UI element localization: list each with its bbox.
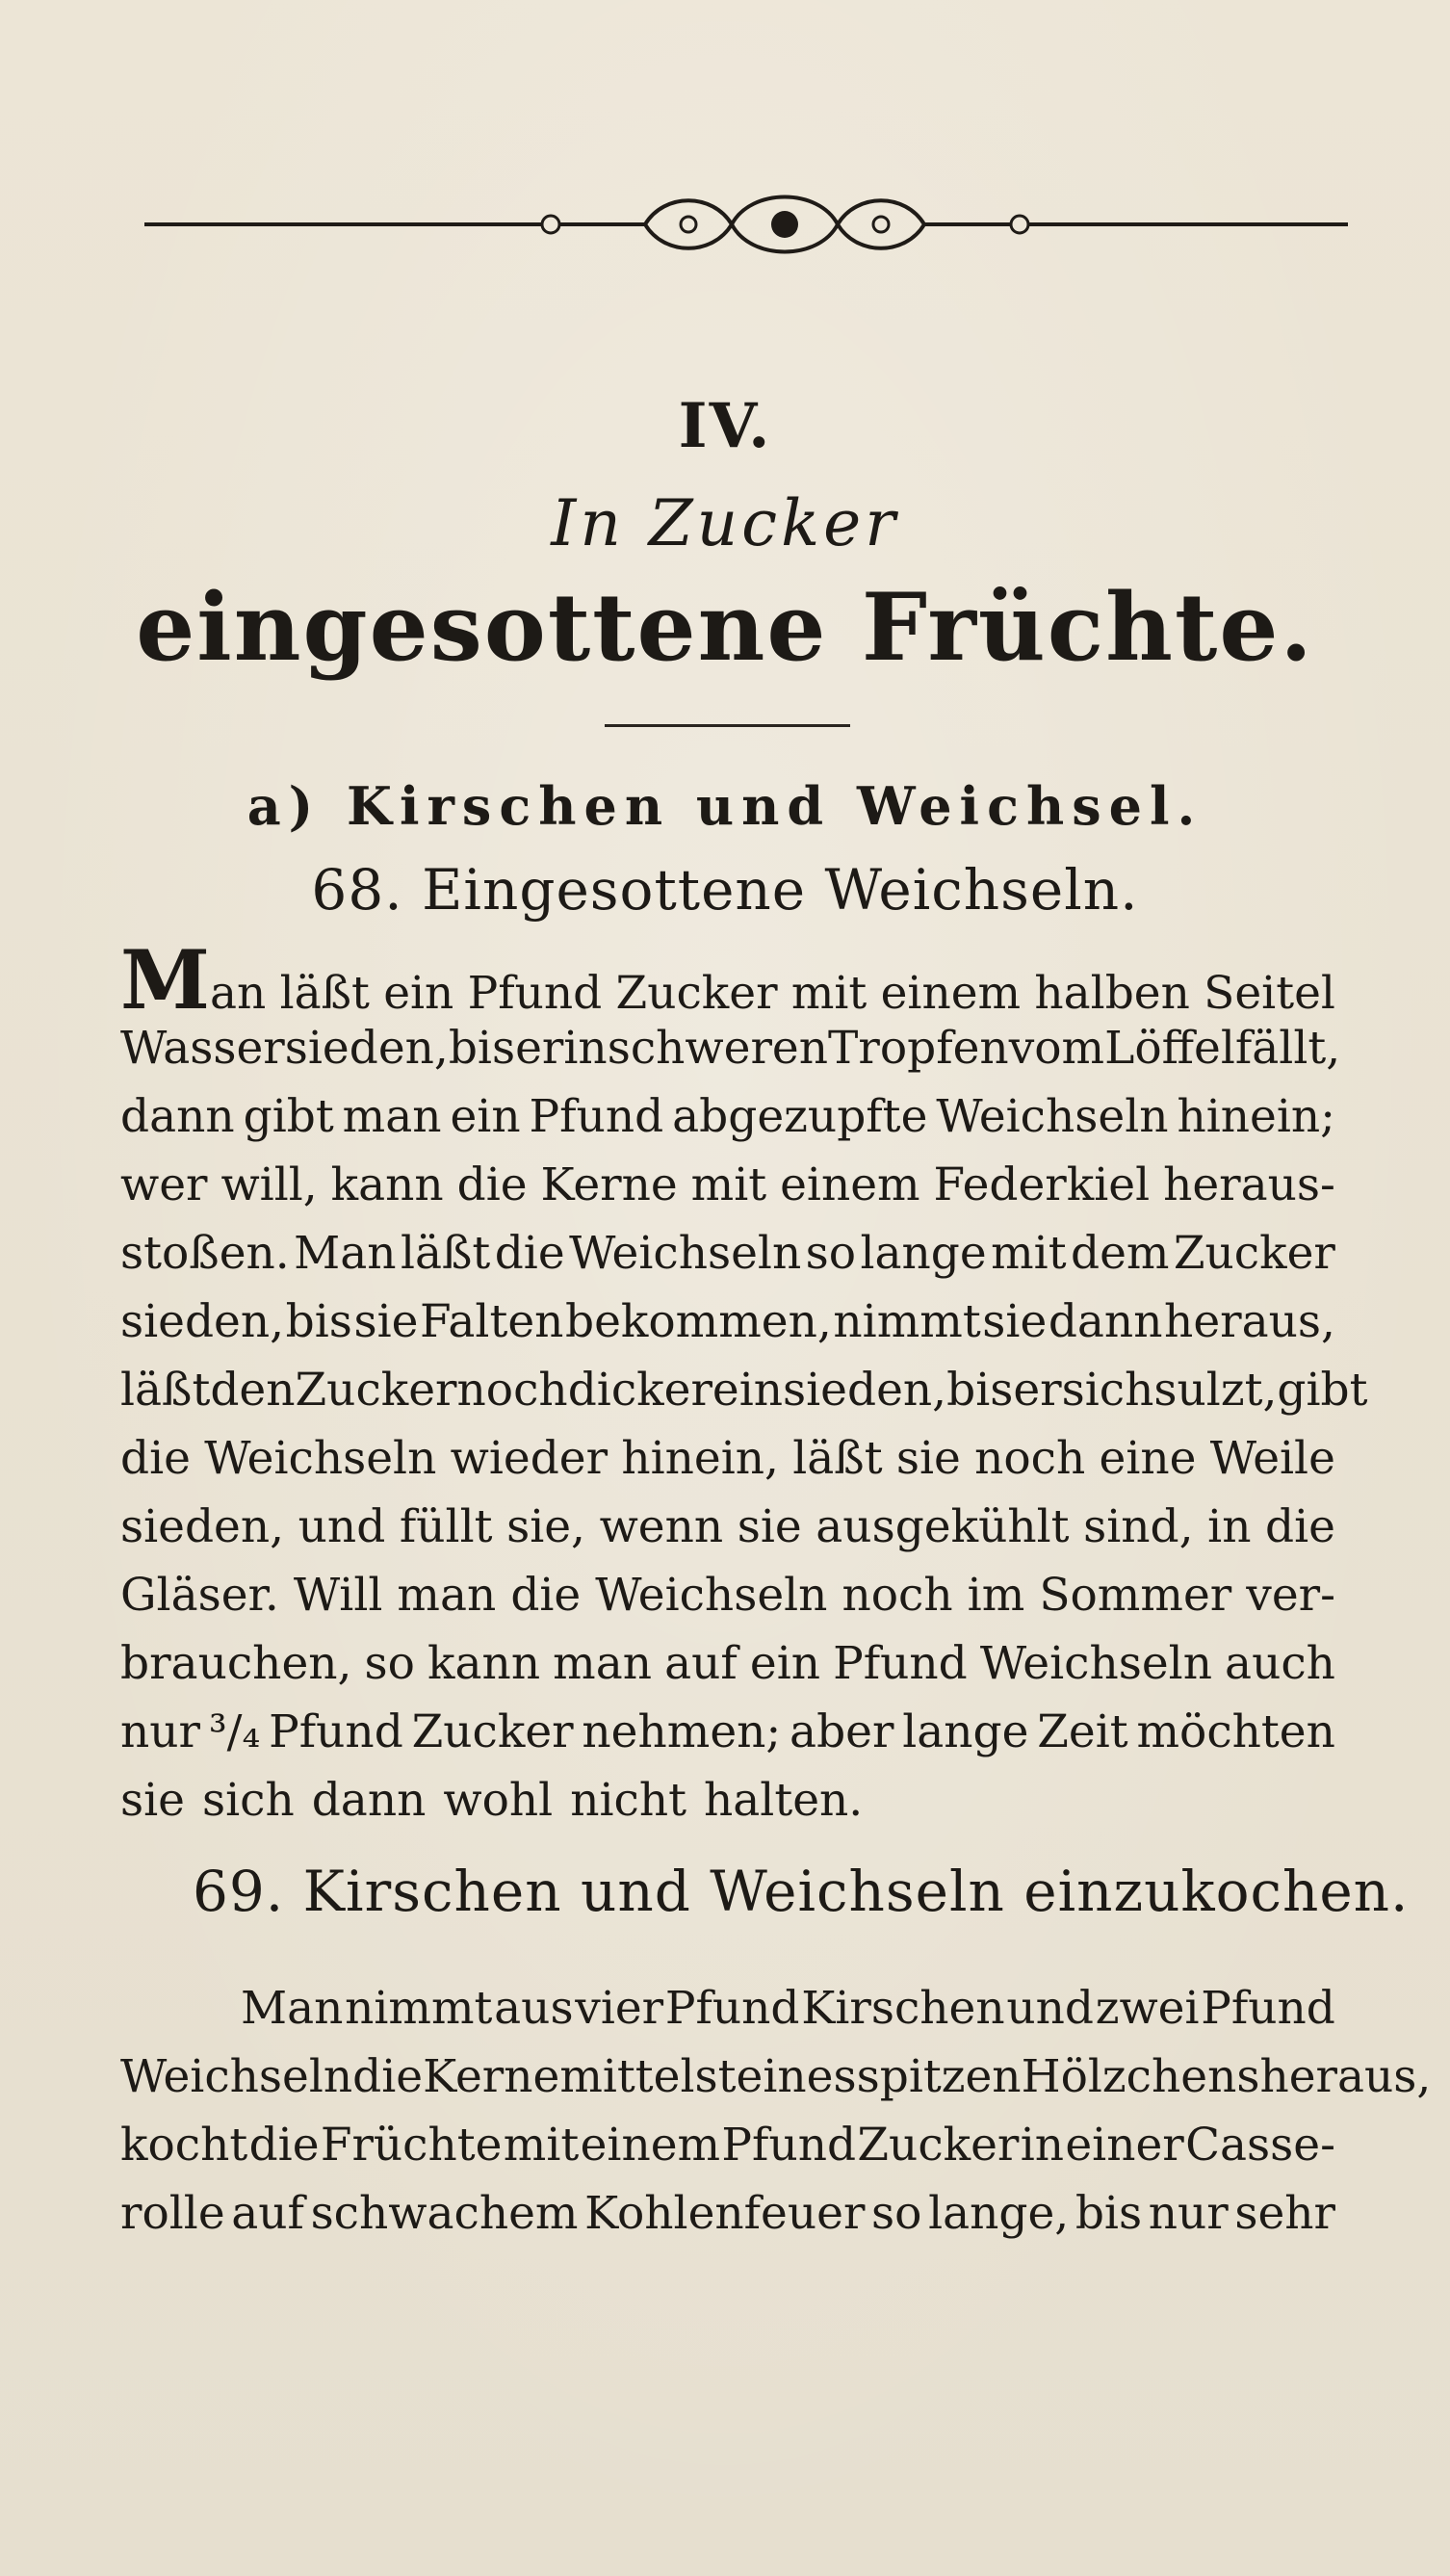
- word: mit: [690, 1158, 767, 1211]
- word: nimmt: [833, 1295, 981, 1348]
- word: Pfund: [529, 1090, 664, 1143]
- word: sieden,: [120, 1500, 285, 1553]
- word: Federkiel: [933, 1158, 1151, 1211]
- word: die: [510, 1569, 582, 1622]
- paragraph-line: [120, 1356, 1368, 1424]
- word: halben: [1034, 967, 1190, 1020]
- word: Weichseln: [936, 1090, 1169, 1143]
- word: spitzen: [856, 2050, 1022, 2103]
- word: einsieden,: [712, 1364, 947, 1417]
- word: in: [1020, 2119, 1065, 2172]
- word: die: [352, 2050, 424, 2103]
- word: mit: [790, 967, 867, 1020]
- word: abgezupfte: [672, 1090, 928, 1143]
- word: sich: [1061, 1364, 1154, 1417]
- word: sie: [895, 1432, 961, 1485]
- word: ein: [749, 1637, 820, 1690]
- word: will,: [220, 1158, 318, 1211]
- paragraph-line: [120, 2043, 1432, 2111]
- word: Pfund: [269, 1705, 403, 1758]
- paragraph-line: [120, 1151, 1335, 1219]
- word: Kirschen: [801, 1982, 1005, 2035]
- word: die: [120, 1432, 191, 1485]
- word: hinein;: [1177, 1090, 1335, 1143]
- word: und: [298, 1500, 386, 1553]
- word: Falten: [419, 1295, 564, 1348]
- word: dann: [311, 1774, 427, 1827]
- word: Will: [293, 1569, 383, 1622]
- word: Früchte: [320, 2119, 503, 2172]
- word: Pfund: [721, 2119, 857, 2172]
- word: Weichseln: [204, 1432, 437, 1485]
- word: rolle: [120, 2187, 225, 2240]
- paragraph-line: [120, 1974, 1335, 2043]
- word: nur: [1148, 2187, 1229, 2240]
- paragraph-line: [120, 1082, 1335, 1151]
- word: aber: [790, 1705, 894, 1758]
- word: Weichseln: [595, 1569, 828, 1622]
- word: gibt: [243, 1090, 334, 1143]
- word: bis: [1075, 2187, 1143, 2240]
- word: Kohlenfeuer: [584, 2187, 866, 2240]
- word: dem: [1071, 1227, 1170, 1280]
- word: Hölzchens: [1021, 2050, 1260, 2103]
- word: Löffel: [1104, 1022, 1235, 1075]
- word: mittelst: [559, 2050, 737, 2103]
- word: einem: [880, 967, 1022, 1020]
- word: sehr: [1234, 2187, 1335, 2240]
- word: halten.: [704, 1774, 864, 1827]
- paragraph-line: [120, 1288, 1335, 1356]
- word: ver-: [1246, 1569, 1335, 1622]
- word: eine: [1099, 1432, 1197, 1485]
- chapter-number: IV.: [678, 390, 772, 462]
- paragraph-line: [120, 1014, 1341, 1082]
- word: nur: [120, 1705, 201, 1758]
- word: mit: [991, 1227, 1067, 1280]
- chapter-title: eingesottene Früchte.: [136, 573, 1314, 682]
- word: Weichseln: [120, 2050, 353, 2103]
- word: man: [342, 1090, 442, 1143]
- word: nicht: [570, 1774, 686, 1827]
- word: Pfund: [1201, 1982, 1335, 2035]
- word: ³/₄: [208, 1705, 261, 1758]
- paragraph-line: [120, 1424, 1335, 1493]
- word: so: [364, 1637, 415, 1690]
- word: sulzt,: [1153, 1364, 1278, 1417]
- word: einem: [780, 1158, 920, 1211]
- word: Zeit: [1037, 1705, 1128, 1758]
- word: Seitel: [1204, 967, 1335, 1020]
- word: die: [456, 1158, 528, 1211]
- word: aus: [494, 1982, 574, 2035]
- word: Man: [294, 1227, 397, 1280]
- word: füllt: [399, 1500, 493, 1553]
- word: Zucker: [857, 2119, 1020, 2172]
- word: Gläser.: [120, 1569, 279, 1622]
- paragraph-line: [120, 2111, 1335, 2179]
- word: auch: [1225, 1637, 1335, 1690]
- word: nimmt: [345, 1982, 493, 2035]
- word: dicker: [567, 1364, 712, 1417]
- section-heading: a) Kirschen und Weichsel.: [246, 775, 1204, 837]
- recipe-69-paragraph: [120, 1974, 1432, 2248]
- paragraph-line: [120, 932, 1335, 1028]
- word: dann: [120, 1090, 235, 1143]
- word: kann: [330, 1158, 444, 1211]
- word: noch: [456, 1364, 568, 1417]
- word: gibt: [1277, 1364, 1368, 1417]
- recipe-68-paragraph: [120, 932, 1368, 1834]
- word: sie: [353, 1295, 419, 1348]
- chapter-subtitle: In Zucker: [551, 486, 899, 560]
- paragraph-line: [120, 1561, 1335, 1629]
- word: Sommer: [1039, 1569, 1232, 1622]
- word: bis: [285, 1295, 352, 1348]
- word: sieden,: [284, 1022, 449, 1075]
- word: Kerne: [540, 1158, 678, 1211]
- word: lange,: [928, 2187, 1070, 2240]
- word: im: [967, 1569, 1025, 1622]
- word: sind,: [1083, 1500, 1194, 1553]
- word: schwachem: [310, 2187, 579, 2240]
- word: heraus,: [1164, 1295, 1335, 1348]
- word: lange: [860, 1227, 987, 1280]
- word: noch: [974, 1432, 1086, 1485]
- word: in: [1207, 1500, 1252, 1553]
- recipe-title-68: 68. Eingesottene Weichseln.: [311, 857, 1139, 923]
- word: schweren: [607, 1022, 829, 1075]
- word: Zucker: [615, 967, 778, 1020]
- word: Tropfen: [828, 1022, 1009, 1075]
- word: vom: [1008, 1022, 1105, 1075]
- word: kocht: [120, 2119, 248, 2172]
- word: er: [515, 1022, 564, 1075]
- paragraph-line: [120, 1766, 1335, 1834]
- word: sie: [737, 1500, 802, 1553]
- word: Pfund: [467, 967, 603, 1020]
- word: auf: [231, 2187, 304, 2240]
- word: läßt: [279, 967, 370, 1020]
- word: die: [494, 1227, 565, 1280]
- word: wieder: [450, 1432, 608, 1485]
- word: Man: [241, 1982, 344, 2035]
- word: Man: [120, 932, 267, 1028]
- word: zwei: [1095, 1982, 1200, 2035]
- word: vier: [575, 1982, 664, 2035]
- word: eines: [736, 2050, 857, 2103]
- word: so: [805, 1227, 857, 1280]
- word: auf: [664, 1637, 738, 1690]
- word: so: [871, 2187, 922, 2240]
- word: einer: [1065, 2119, 1184, 2172]
- word: kann: [427, 1637, 541, 1690]
- word: den: [210, 1364, 296, 1417]
- word: ein: [450, 1090, 521, 1143]
- word: möchten: [1136, 1705, 1335, 1758]
- word: läßt: [400, 1227, 491, 1280]
- word: heraus-: [1163, 1158, 1335, 1211]
- word: und: [1006, 1982, 1094, 2035]
- word: Zucker: [295, 1364, 457, 1417]
- word: Casse-: [1185, 2119, 1335, 2172]
- word: sie: [120, 1774, 185, 1827]
- paragraph-line: [120, 1629, 1335, 1698]
- word: brauchen,: [120, 1637, 352, 1690]
- word: Kerne: [423, 2050, 560, 2103]
- word: Zucker: [411, 1705, 574, 1758]
- word: bis: [448, 1022, 516, 1075]
- word: er: [1013, 1364, 1062, 1417]
- word: sich: [201, 1774, 295, 1827]
- word: Pfund: [664, 1982, 800, 2035]
- word: noch: [842, 1569, 953, 1622]
- word: Weile: [1209, 1432, 1335, 1485]
- word: dann: [1048, 1295, 1163, 1348]
- word: ausgekühlt: [816, 1500, 1070, 1553]
- word: wer: [120, 1158, 208, 1211]
- word: stoßen.: [120, 1227, 290, 1280]
- word: wenn: [599, 1500, 724, 1553]
- word: sie,: [506, 1500, 585, 1553]
- word: in: [563, 1022, 608, 1075]
- word: nehmen;: [582, 1705, 782, 1758]
- word: hinein,: [621, 1432, 779, 1485]
- word: sieden,: [120, 1295, 285, 1348]
- paragraph-line: [120, 2179, 1335, 2248]
- paragraph-line: [120, 1698, 1335, 1766]
- drop-cap: M: [120, 932, 210, 1028]
- word: heraus,: [1259, 2050, 1432, 2103]
- word: man: [397, 1569, 497, 1622]
- paragraph-line: [120, 1493, 1335, 1561]
- word: Wasser: [120, 1022, 285, 1075]
- word: einem: [580, 2119, 721, 2172]
- word: fällt,: [1234, 1022, 1341, 1075]
- word: mit: [503, 2119, 580, 2172]
- word: Weichseln: [979, 1637, 1212, 1690]
- word: bis: [946, 1364, 1014, 1417]
- word: bekommen,: [565, 1295, 832, 1348]
- paragraph-line: [120, 1219, 1335, 1288]
- word: läßt: [120, 1364, 211, 1417]
- word: lange: [902, 1705, 1029, 1758]
- word: Pfund: [833, 1637, 968, 1690]
- title-rule: [605, 724, 850, 727]
- ornament-divider-icon: [144, 183, 1348, 289]
- word: Weichseln: [569, 1227, 802, 1280]
- word: sie: [982, 1295, 1048, 1348]
- word: ein: [383, 967, 454, 1020]
- recipe-title-69: 69. Kirschen und Weichseln einzukochen.: [193, 1859, 1410, 1924]
- word: man: [553, 1637, 653, 1690]
- word: die: [1265, 1500, 1335, 1553]
- word: wohl: [443, 1774, 554, 1827]
- word: Zucker: [1173, 1227, 1335, 1280]
- word: läßt: [792, 1432, 883, 1485]
- word: die: [248, 2119, 320, 2172]
